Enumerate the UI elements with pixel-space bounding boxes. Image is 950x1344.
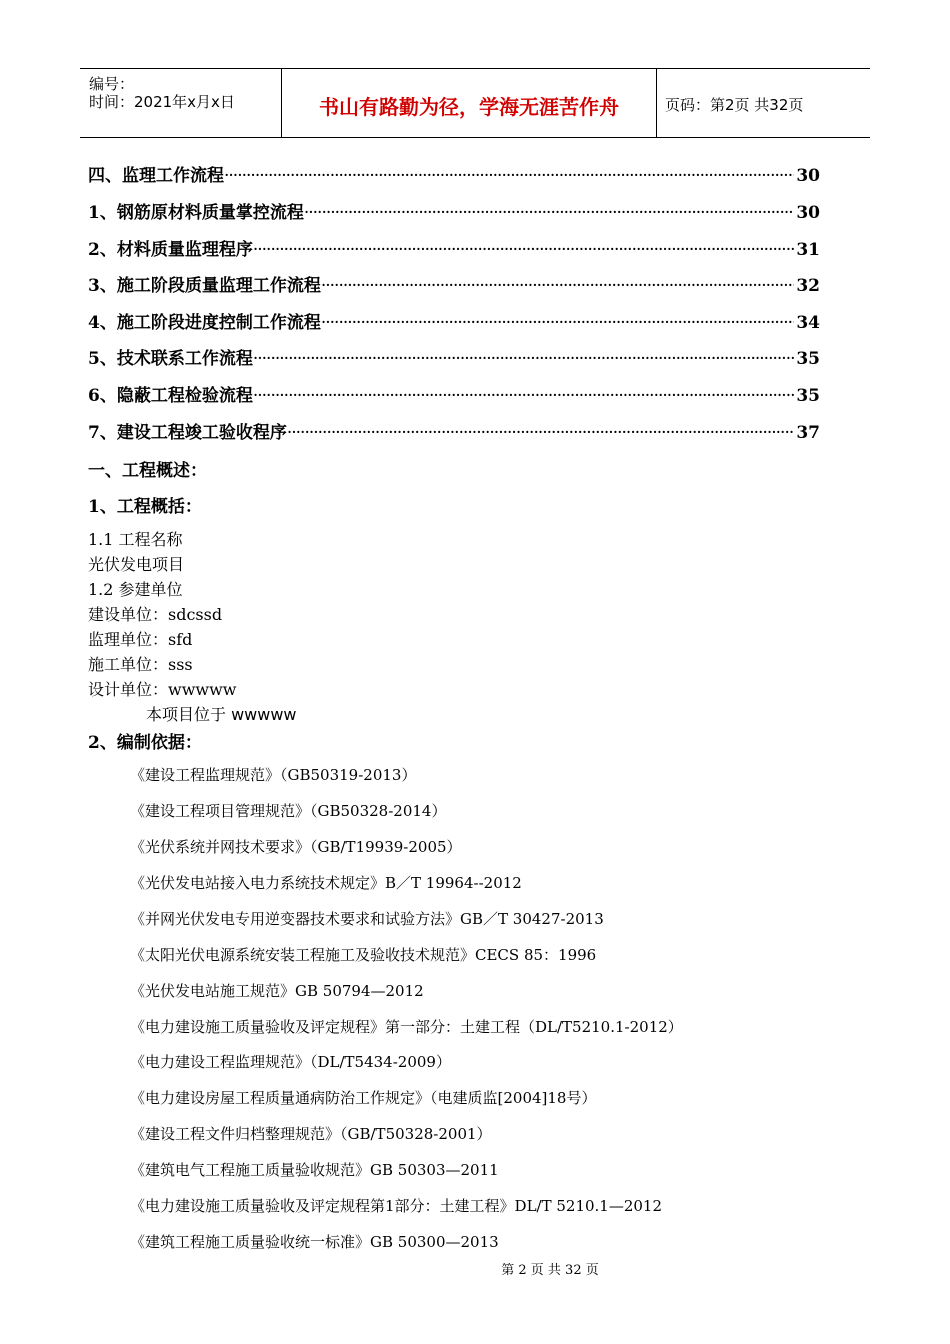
toc-entry-title: 2、材料质量监理程序	[88, 240, 253, 259]
toc-leader	[253, 349, 794, 368]
project-name-value: 光伏发电项目	[88, 555, 185, 574]
toc-entry-page: 31	[796, 240, 820, 259]
supervisor-unit: 监理单位：sfd	[88, 630, 193, 649]
subsection-heading-basis: 2、编制依据：	[88, 733, 202, 753]
toc-entry[interactable]	[88, 271, 820, 295]
reference-item: 《并网光伏发电专用逆变器技术要求和试验方法》GB／T 30427-2013	[130, 910, 604, 928]
toc-entry-page: 30	[796, 166, 820, 185]
toc-entry[interactable]	[88, 344, 820, 368]
owner-unit: 建设单位：sdcssd	[88, 605, 223, 624]
toc-leader	[224, 166, 794, 185]
toc-entry-title: 7、建设工程竣工验收程序	[88, 423, 287, 442]
document-number-label: 编号：	[89, 75, 135, 93]
reference-item: 《光伏系统并网技术要求》（GB/T19939-2005）	[130, 838, 462, 856]
toc-leader	[287, 423, 795, 442]
toc-entry-page: 35	[796, 386, 820, 405]
toc-entry-page: 30	[796, 203, 820, 222]
toc-leader	[304, 203, 795, 222]
toc-leader	[253, 386, 794, 405]
toc-entry[interactable]	[88, 198, 820, 222]
reference-item: 《电力建设施工质量验收及评定规程第1部分：土建工程》DL/T 5210.1—2012	[130, 1197, 663, 1215]
header-page-cell	[657, 69, 870, 137]
section-heading-overview: 一、工程概述：	[88, 461, 207, 481]
reference-item: 《建设工程文件归档整理规范》（GB/T50328-2001）	[130, 1125, 492, 1143]
reference-item: 《太阳光伏电源系统安装工程施工及验收技术规范》CECS 85：1996	[130, 946, 597, 964]
reference-item: 《建筑工程施工质量验收统一标准》GB 50300—2013	[130, 1233, 499, 1251]
toc-entry[interactable]	[88, 161, 820, 185]
toc-entry-page: 34	[796, 313, 820, 332]
toc-entry[interactable]	[88, 418, 820, 442]
header-meta	[80, 69, 281, 137]
reference-item: 《光伏发电站施工规范》GB 50794—2012	[130, 982, 424, 1000]
toc-leader	[321, 276, 795, 295]
toc-leader	[321, 313, 795, 332]
reference-item: 《电力建设房屋工程质量通病防治工作规定》（电建质监[2004]18号）	[130, 1089, 597, 1107]
reference-item: 《建筑电气工程施工质量验收规范》GB 50303—2011	[130, 1161, 499, 1179]
header-motto-cell	[281, 69, 657, 137]
footer-page-number: 第 2 页 共 32 页	[501, 1263, 599, 1278]
toc-entry-page: 32	[796, 276, 820, 295]
page-footer	[0, 1259, 950, 1278]
header-page-label: 页码：第2页 共32页	[665, 96, 804, 114]
toc-entry-title: 4、施工阶段进度控制工作流程	[88, 313, 321, 332]
toc-entry-page: 37	[796, 423, 820, 442]
reference-item: 《建设工程项目管理规范》（GB50328-2014）	[130, 802, 447, 820]
designer-unit: 设计单位：wwwww	[88, 680, 237, 699]
toc-entry-page: 35	[796, 349, 820, 368]
toc-entry-title: 四、监理工作流程	[88, 166, 224, 185]
reference-item: 《电力建设工程监理规范》（DL/T5434-2009）	[130, 1053, 451, 1071]
toc-entry-title: 3、施工阶段质量监理工作流程	[88, 276, 321, 295]
participants-label: 1.2 参建单位	[88, 580, 183, 599]
project-location: 本项目位于 wwwww	[146, 705, 297, 724]
reference-item: 《电力建设施工质量验收及评定规程》第一部分：土建工程（DL/T5210.1-2012）	[130, 1018, 683, 1036]
subsection-heading-summary: 1、工程概括：	[88, 497, 202, 517]
project-name-label: 1.1 工程名称	[88, 530, 183, 549]
toc-entry-title: 6、隐蔽工程检验流程	[88, 386, 253, 405]
reference-item: 《建设工程监理规范》（GB50319-2013）	[130, 766, 417, 784]
toc-entry-title: 1、钢筋原材料质量掌控流程	[88, 203, 304, 222]
toc-leader	[253, 240, 794, 259]
toc-entry[interactable]	[88, 308, 820, 332]
page-header	[80, 68, 870, 138]
document-time-label: 时间：2021年x月x日	[89, 93, 235, 111]
toc-entry-title: 5、技术联系工作流程	[88, 349, 253, 368]
reference-item: 《光伏发电站接入电力系统技术规定》B／T 19964--2012	[130, 874, 522, 892]
toc-entry[interactable]	[88, 235, 820, 259]
contractor-unit: 施工单位：sss	[88, 655, 193, 674]
header-motto: 书山有路勤为径，学海无涯苦作舟	[319, 95, 619, 119]
toc-entry[interactable]	[88, 381, 820, 405]
